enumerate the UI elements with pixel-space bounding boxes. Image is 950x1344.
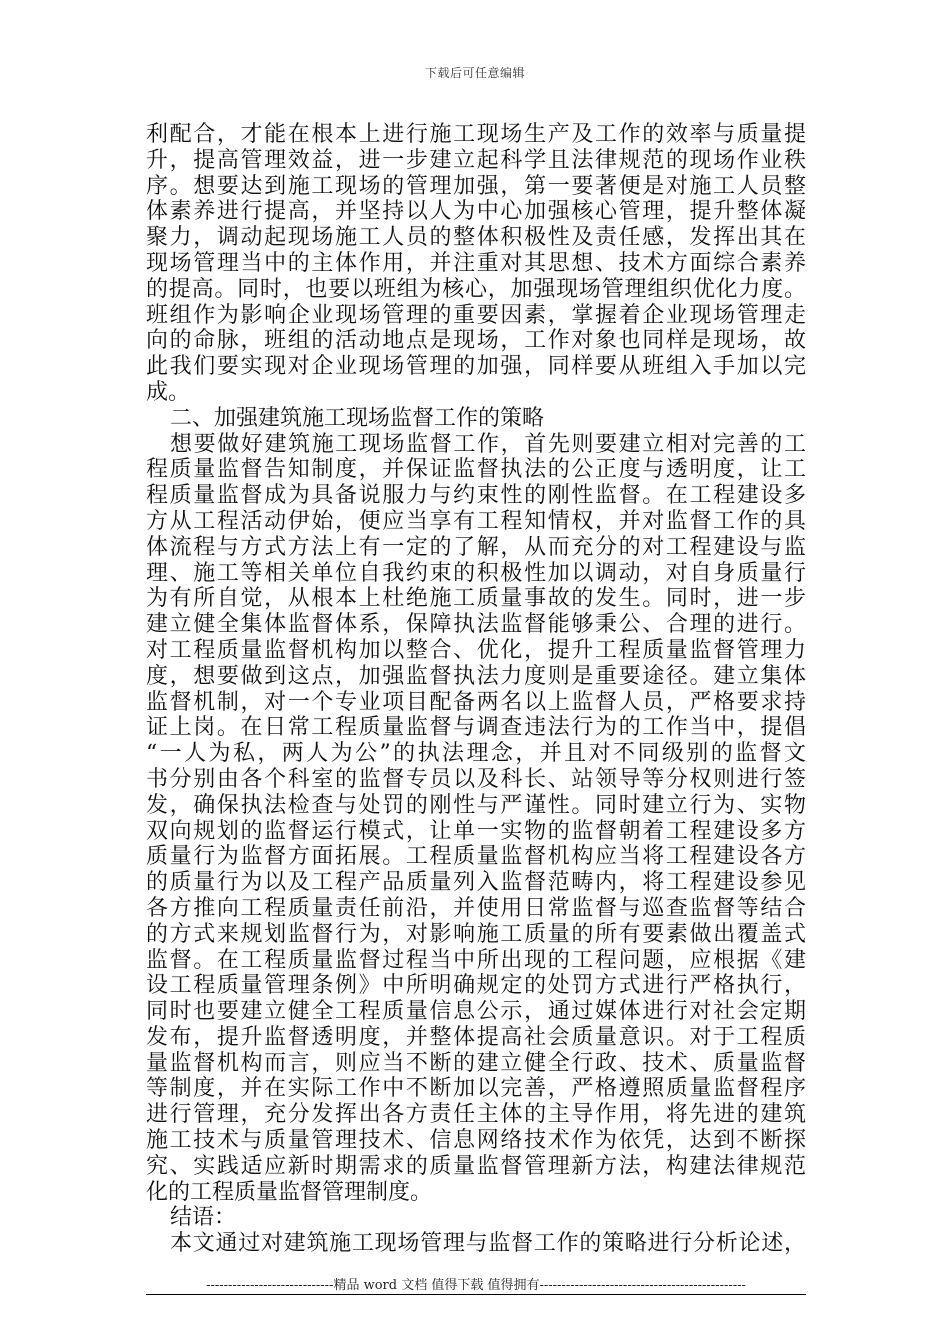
text-line: 此我们要实现对企业现场管理的加强，同样要从班组入手加以完 (146, 354, 806, 380)
text-line: 进行管理，充分发挥出各方责任主体的主导作用，将先进的建筑 (146, 1102, 806, 1128)
text-line: 升，提高管理效益，进一步建立起科学且法律规范的现场作业秩 (146, 147, 806, 173)
footer-divider (146, 1294, 806, 1295)
text-line: 的方式来规划监督行为，对影响施工质量的所有要素做出覆盖式 (146, 921, 806, 947)
text-line: 向的命脉，班组的活动地点是现场，工作对象也同样是现场，故 (146, 328, 806, 354)
text-line: 建立健全集体监督体系，保障执法监督能够秉公、合理的进行。 (146, 612, 806, 638)
text-line: 程质量监督成为具备说服力与约束性的刚性监督。在工程建设多 (146, 483, 806, 509)
text-line: 利配合，才能在根本上进行施工现场生产及工作的效率与质量提 (146, 122, 806, 147)
text-line: 发，确保执法检查与处罚的刚性与严谨性。同时建立行为、实物 (146, 792, 806, 818)
text-line: 结语： (170, 1205, 237, 1231)
text-line: 双向规划的监督运行模式，让单一实物的监督朝着工程建设多方 (146, 818, 806, 844)
text-line: 想要做好建筑施工现场监督工作，首先则要建立相对完善的工 (170, 431, 806, 457)
text-line: 二、加强建筑施工现场监督工作的策略 (170, 405, 545, 431)
text-line: 证上岗。在日常工程质量监督与调查违法行为的工作当中，提倡 (146, 715, 806, 741)
text-line: 方从工程活动伊始，便应当享有工程知情权，并对监督工作的具 (146, 508, 806, 534)
text-line: 书分别由各个科室的监督专员以及科长、站领导等分权则进行签 (146, 766, 806, 792)
text-line: 理、施工等相关单位自我约束的积极性加以调动，对自身质量行 (146, 560, 806, 586)
text-line: 质量行为监督方面拓展。工程质量监督机构应当将工程建设各方 (146, 844, 806, 870)
text-line: 聚力，调动起现场施工人员的整体积极性及责任感，发挥出其在 (146, 225, 806, 251)
text-line: 度，想要做到这点，加强监督执法力度则是重要途径。建立集体 (146, 663, 806, 689)
text-line: 究、实践适应新时期需求的质量监督管理新方法，构建法律规范 (146, 1153, 806, 1179)
text-line: 对工程质量监督机构加以整合、优化，提升工程质量监督管理力 (146, 637, 806, 663)
text-line: 同时也要建立健全工程质量信息公示，通过媒体进行对社会定期 (146, 999, 806, 1025)
text-line: 班组作为影响企业现场管理的重要因素，掌握着企业现场管理走 (146, 302, 806, 328)
text-line: 等制度，并在实际工作中不断加以完善，严格遵照质量监督程序 (146, 1076, 806, 1102)
page-footer: -----------------------------精品 word 文档 值得下载 值得拥有----------------------------------------------- (206, 1278, 746, 1293)
text-line: 为有所自觉，从根本上杜绝施工质量事故的发生。同时，进一步 (146, 586, 806, 612)
text-line: 量监督机构而言，则应当不断的建立健全行政、技术、质量监督 (146, 1050, 806, 1076)
text-line: 设工程质量管理条例》中所明确规定的处罚方式进行严格执行， (146, 973, 806, 999)
text-line: 监督。在工程质量监督过程当中所出现的工程问题，应根据《建 (146, 947, 806, 973)
text-line: 体素养进行提高，并坚持以人为中心加强核心管理，提升整体凝 (146, 199, 806, 225)
text-line: 监督机制，对一个专业项目配备两名以上监督人员，严格要求持 (146, 689, 806, 715)
text-line: 的提高。同时，也要以班组为核心，加强现场管理组织优化力度。 (146, 276, 806, 302)
text-line: 的质量行为以及工程产品质量列入监督范畴内，将工程建设参见 (146, 870, 806, 896)
document-body (146, 122, 806, 1257)
page-header: 下载后可任意编辑 (424, 66, 525, 80)
text-line: “一人为私，两人为公”的执法理念，并且对不同级别的监督文 (146, 741, 806, 767)
text-line: 现场管理当中的主体作用，并注重对其思想、技术方面综合素养 (146, 250, 806, 276)
text-line: 各方推向工程质量责任前沿，并使用日常监督与巡查监督等结合 (146, 895, 806, 921)
text-line: 化的工程质量监督管理制度。 (146, 1179, 433, 1205)
text-line: 施工技术与质量管理技术、信息网络技术作为依凭，达到不断探 (146, 1128, 806, 1154)
text-line: 成。 (146, 379, 191, 405)
text-line: 体流程与方式方法上有一定的了解，从而充分的对工程建设与监 (146, 534, 806, 560)
text-line: 发布，提升监督透明度，并整体提高社会质量意识。对于工程质 (146, 1024, 806, 1050)
text-line: 序。想要达到施工现场的管理加强，第一要著便是对施工人员整 (146, 173, 806, 199)
text-line: 本文通过对建筑施工现场管理与监督工作的策略进行分析论述， (170, 1231, 806, 1257)
text-line: 程质量监督告知制度，并保证监督执法的公正度与透明度，让工 (146, 457, 806, 483)
